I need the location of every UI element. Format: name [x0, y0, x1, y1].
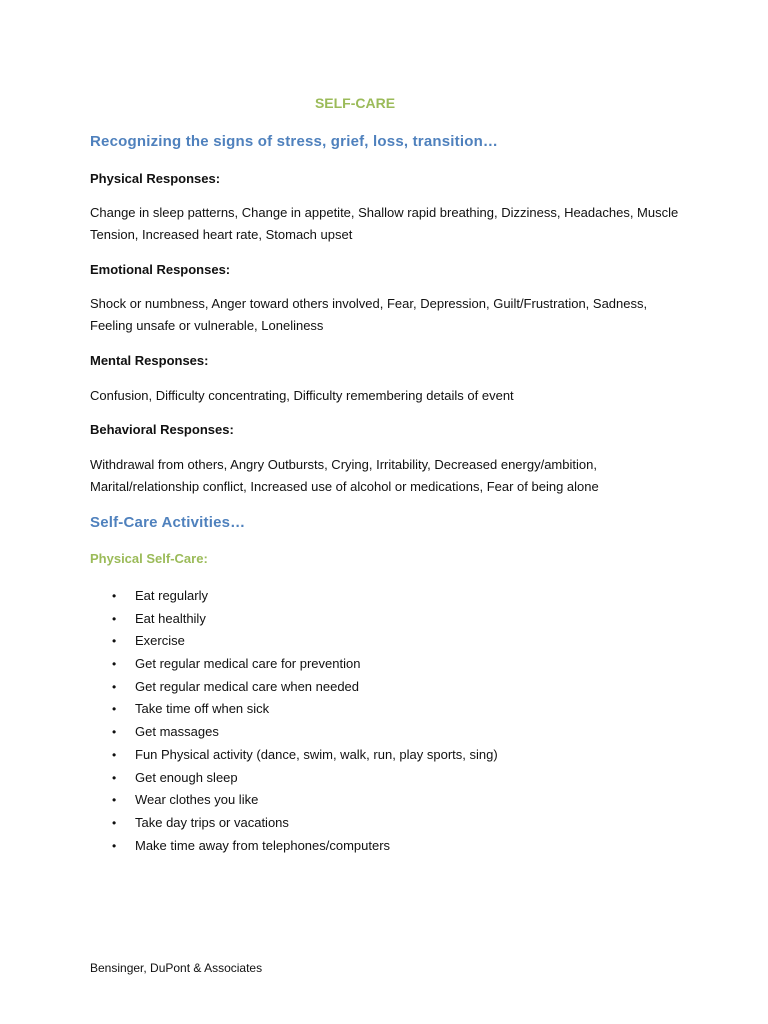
- section-heading-signs: Recognizing the signs of stress, grief, loss, transition…: [90, 133, 499, 150]
- list-item: [90, 630, 498, 653]
- list-item: [90, 721, 498, 744]
- page-title: SELF-CARE: [314, 95, 396, 111]
- list-item-text: Wear clothes you like: [135, 792, 259, 808]
- bullet-icon: •: [112, 634, 117, 649]
- behavioral-responses-label: Behavioral Responses:: [90, 422, 234, 437]
- behavioral-responses-text: Withdrawal from others, Angry Outbursts, Crying, Irritability, Decreased energy/ambition, Marital/relationship conflict, Increased use of alcohol or medications, Fear of being alone: [90, 457, 599, 494]
- list-item: [90, 676, 498, 699]
- list-item-text: Take time off when sick: [135, 701, 270, 717]
- list-item: [90, 812, 498, 835]
- emotional-responses-text: Shock or numbness, Anger toward others involved, Fear, Depression, Guilt/Frustration, Sadness, Feeling unsafe or vulnerable, Loneliness: [90, 296, 648, 333]
- list-item: [90, 835, 498, 858]
- bullet-icon: •: [112, 770, 117, 785]
- list-item-text: Eat healthily: [135, 610, 206, 626]
- list-item: [90, 653, 498, 676]
- list-item-text: Make time away from telephones/computers: [135, 837, 391, 853]
- mental-responses-text: Confusion, Difficulty concentrating, Difficulty remembering details of event: [90, 388, 514, 403]
- bullet-icon: •: [112, 793, 117, 808]
- list-item-text: Get enough sleep: [135, 769, 238, 785]
- list-item: [90, 767, 498, 790]
- bullet-icon: •: [112, 702, 117, 717]
- list-item: [90, 789, 498, 812]
- list-item-text: Get regular medical care when needed: [135, 678, 360, 694]
- bullet-icon: •: [112, 611, 117, 626]
- bullet-icon: •: [112, 657, 117, 672]
- emotional-responses-label: Emotional Responses:: [90, 262, 231, 277]
- list-item: [90, 698, 498, 721]
- list-item: [90, 608, 498, 631]
- bullet-icon: •: [112, 725, 117, 740]
- bullet-icon: •: [112, 679, 117, 694]
- list-item-text: Take day trips or vacations: [135, 814, 289, 830]
- list-item-text: Get massages: [135, 724, 219, 740]
- list-item-text: Exercise: [135, 633, 185, 649]
- bullet-icon: •: [112, 838, 117, 853]
- bullet-icon: •: [112, 747, 117, 762]
- physical-self-care-label: Physical Self-Care:: [90, 551, 208, 566]
- list-item-text: Get regular medical care for prevention: [135, 656, 361, 672]
- physical-responses-label: Physical Responses:: [90, 171, 221, 186]
- mental-responses-label: Mental Responses:: [90, 353, 209, 368]
- footer-text: Bensinger, DuPont & Associates: [90, 961, 263, 975]
- list-item-text: Fun Physical activity (dance, swim, walk, run, play sports, sing): [135, 746, 498, 762]
- list-item: [90, 585, 498, 608]
- section-heading-activities: Self-Care Activities…: [90, 514, 246, 531]
- list-item: [90, 744, 498, 767]
- bullet-icon: •: [112, 589, 117, 603]
- list-item-text: Eat regularly: [135, 588, 208, 603]
- physical-self-care-list: [90, 585, 498, 857]
- physical-responses-text: Change in sleep patterns, Change in appetite, Shallow rapid breathing, Dizziness, Headaches, Muscle Tension, Increased heart rate, Stomach upset: [90, 205, 679, 242]
- bullet-icon: •: [112, 815, 117, 830]
